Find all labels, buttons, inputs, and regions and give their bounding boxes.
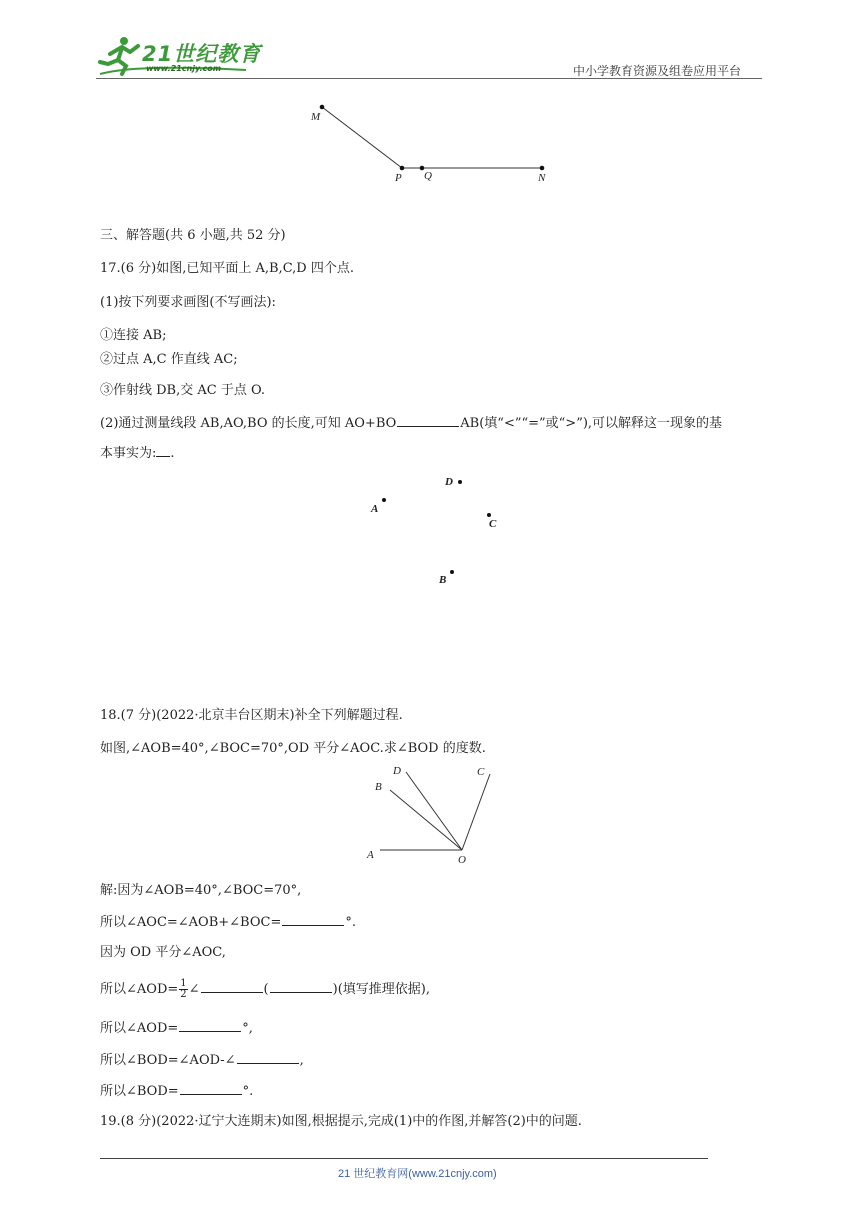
q18-reason-blank[interactable] [270,980,332,993]
q18-sol7-b: °. [242,1084,254,1099]
footer-rule [100,1158,708,1159]
q17-step2: ②过点 A,C 作直线 AC; [100,352,238,367]
q18-sol7 [100,1082,253,1101]
label-d: D [393,765,401,777]
q18-bod-angle-blank[interactable] [237,1051,299,1064]
q18-sol4-c: ( [263,982,269,997]
q18-sol6-b: , [299,1053,304,1068]
point-p [400,166,405,171]
q18-intro: 18.(7 分)(2022·北京丰台区期末)补全下列解题过程. [100,708,403,723]
q18-sol6-a: 所以∠BOD=∠AOD-∠ [100,1053,236,1068]
label-a: A [371,503,379,515]
point-d [458,480,462,484]
q17-step3: ③作射线 DB,交 AC 于点 O. [100,383,266,398]
q18-sol1: 解:因为∠AOB=40°,∠BOC=70°, [100,883,302,898]
point-n [540,166,545,171]
q18-aoc-blank[interactable] [282,913,344,926]
q18-sol4-d: )(填写推理依据), [332,982,430,997]
label-b: B [439,574,447,586]
q17-part1: (1)按下列要求画图(不写画法): [100,295,276,310]
q18-sol2-a: 所以∠AOC=∠AOB+∠BOC= [100,915,282,930]
label-o: O [458,854,466,866]
point-m [320,105,325,110]
q18-sol7-a: 所以∠BOD= [100,1084,179,1099]
q17-fact-blank[interactable] [156,444,170,457]
figure-mpqn [300,96,560,188]
header-platform-text: 中小学教育资源及组卷应用平台 [573,64,742,78]
fraction-half [179,979,187,1000]
q17-intro: 17.(6 分)如图,已知平面上 A,B,C,D 四个点. [100,261,354,276]
q17-part2 [100,414,722,433]
q19-intro: 19.(8 分)(2022·辽宁大连期末)如图,根据提示,完成(1)中的作图,并解答(2)中的问题. [100,1114,582,1129]
q18-sol5-b: °, [242,1021,253,1036]
q18-bod-blank[interactable] [180,1082,242,1095]
point-a [382,498,386,502]
logo-main-text: 21世纪教育 [142,42,262,66]
q18-aod-blank[interactable] [179,1019,241,1032]
q17-step1: ①连接 AB; [100,328,167,343]
label-b: B [375,781,382,793]
q18-sol2 [100,913,356,932]
q17-answer-blank[interactable] [397,414,459,427]
q18-sol2-b: °. [345,915,356,930]
logo-url-text: www.21cnjy.com [146,64,222,73]
section-3-title: 三、解答题(共 6 小题,共 52 分) [100,228,286,243]
frac-den: 2 [180,989,187,1000]
q18-angle-blank[interactable] [201,980,263,993]
q17-part2-cont [100,444,175,463]
label-a: A [367,849,374,861]
q18-sol4-b: ∠ [188,982,200,997]
q18-sol6 [100,1051,304,1070]
q18-sol5 [100,1019,253,1038]
label-q: Q [424,170,432,182]
label-p: P [395,172,402,184]
label-c: C [489,518,497,530]
q18-sol4 [100,979,430,1000]
footer-text: 21 世纪教育网(www.21cnjy.com) [338,1168,497,1180]
frac-num: 1 [180,978,187,989]
q18-sol3: 因为 OD 平分∠AOC, [100,945,226,960]
header-rule [96,78,762,79]
q18-sol5-a: 所以∠AOD= [100,1021,179,1036]
q17-part2-end: . [170,446,175,461]
q18-problem: 如图,∠AOB=40°,∠BOC=70°,OD 平分∠AOC.求∠BOD 的度数. [100,741,486,756]
figure-angles-o [360,760,500,866]
point-b [450,570,454,574]
q17-part2-a: (2)通过测量线段 AB,AO,BO 的长度,可知 AO+BO [100,416,397,431]
label-m: M [311,111,321,123]
label-d: D [445,476,453,488]
q17-part2-b: AB(填“<”“=”或“>”),可以解释这一现象的基 [460,416,723,431]
label-n: N [538,172,546,184]
point-c [487,513,491,517]
q17-part2-c: 本事实为: [100,446,157,461]
figure-abcd [360,470,510,590]
header-logo [96,34,266,78]
label-c: C [477,766,485,778]
q18-sol4-a: 所以∠AOD= [100,982,179,997]
